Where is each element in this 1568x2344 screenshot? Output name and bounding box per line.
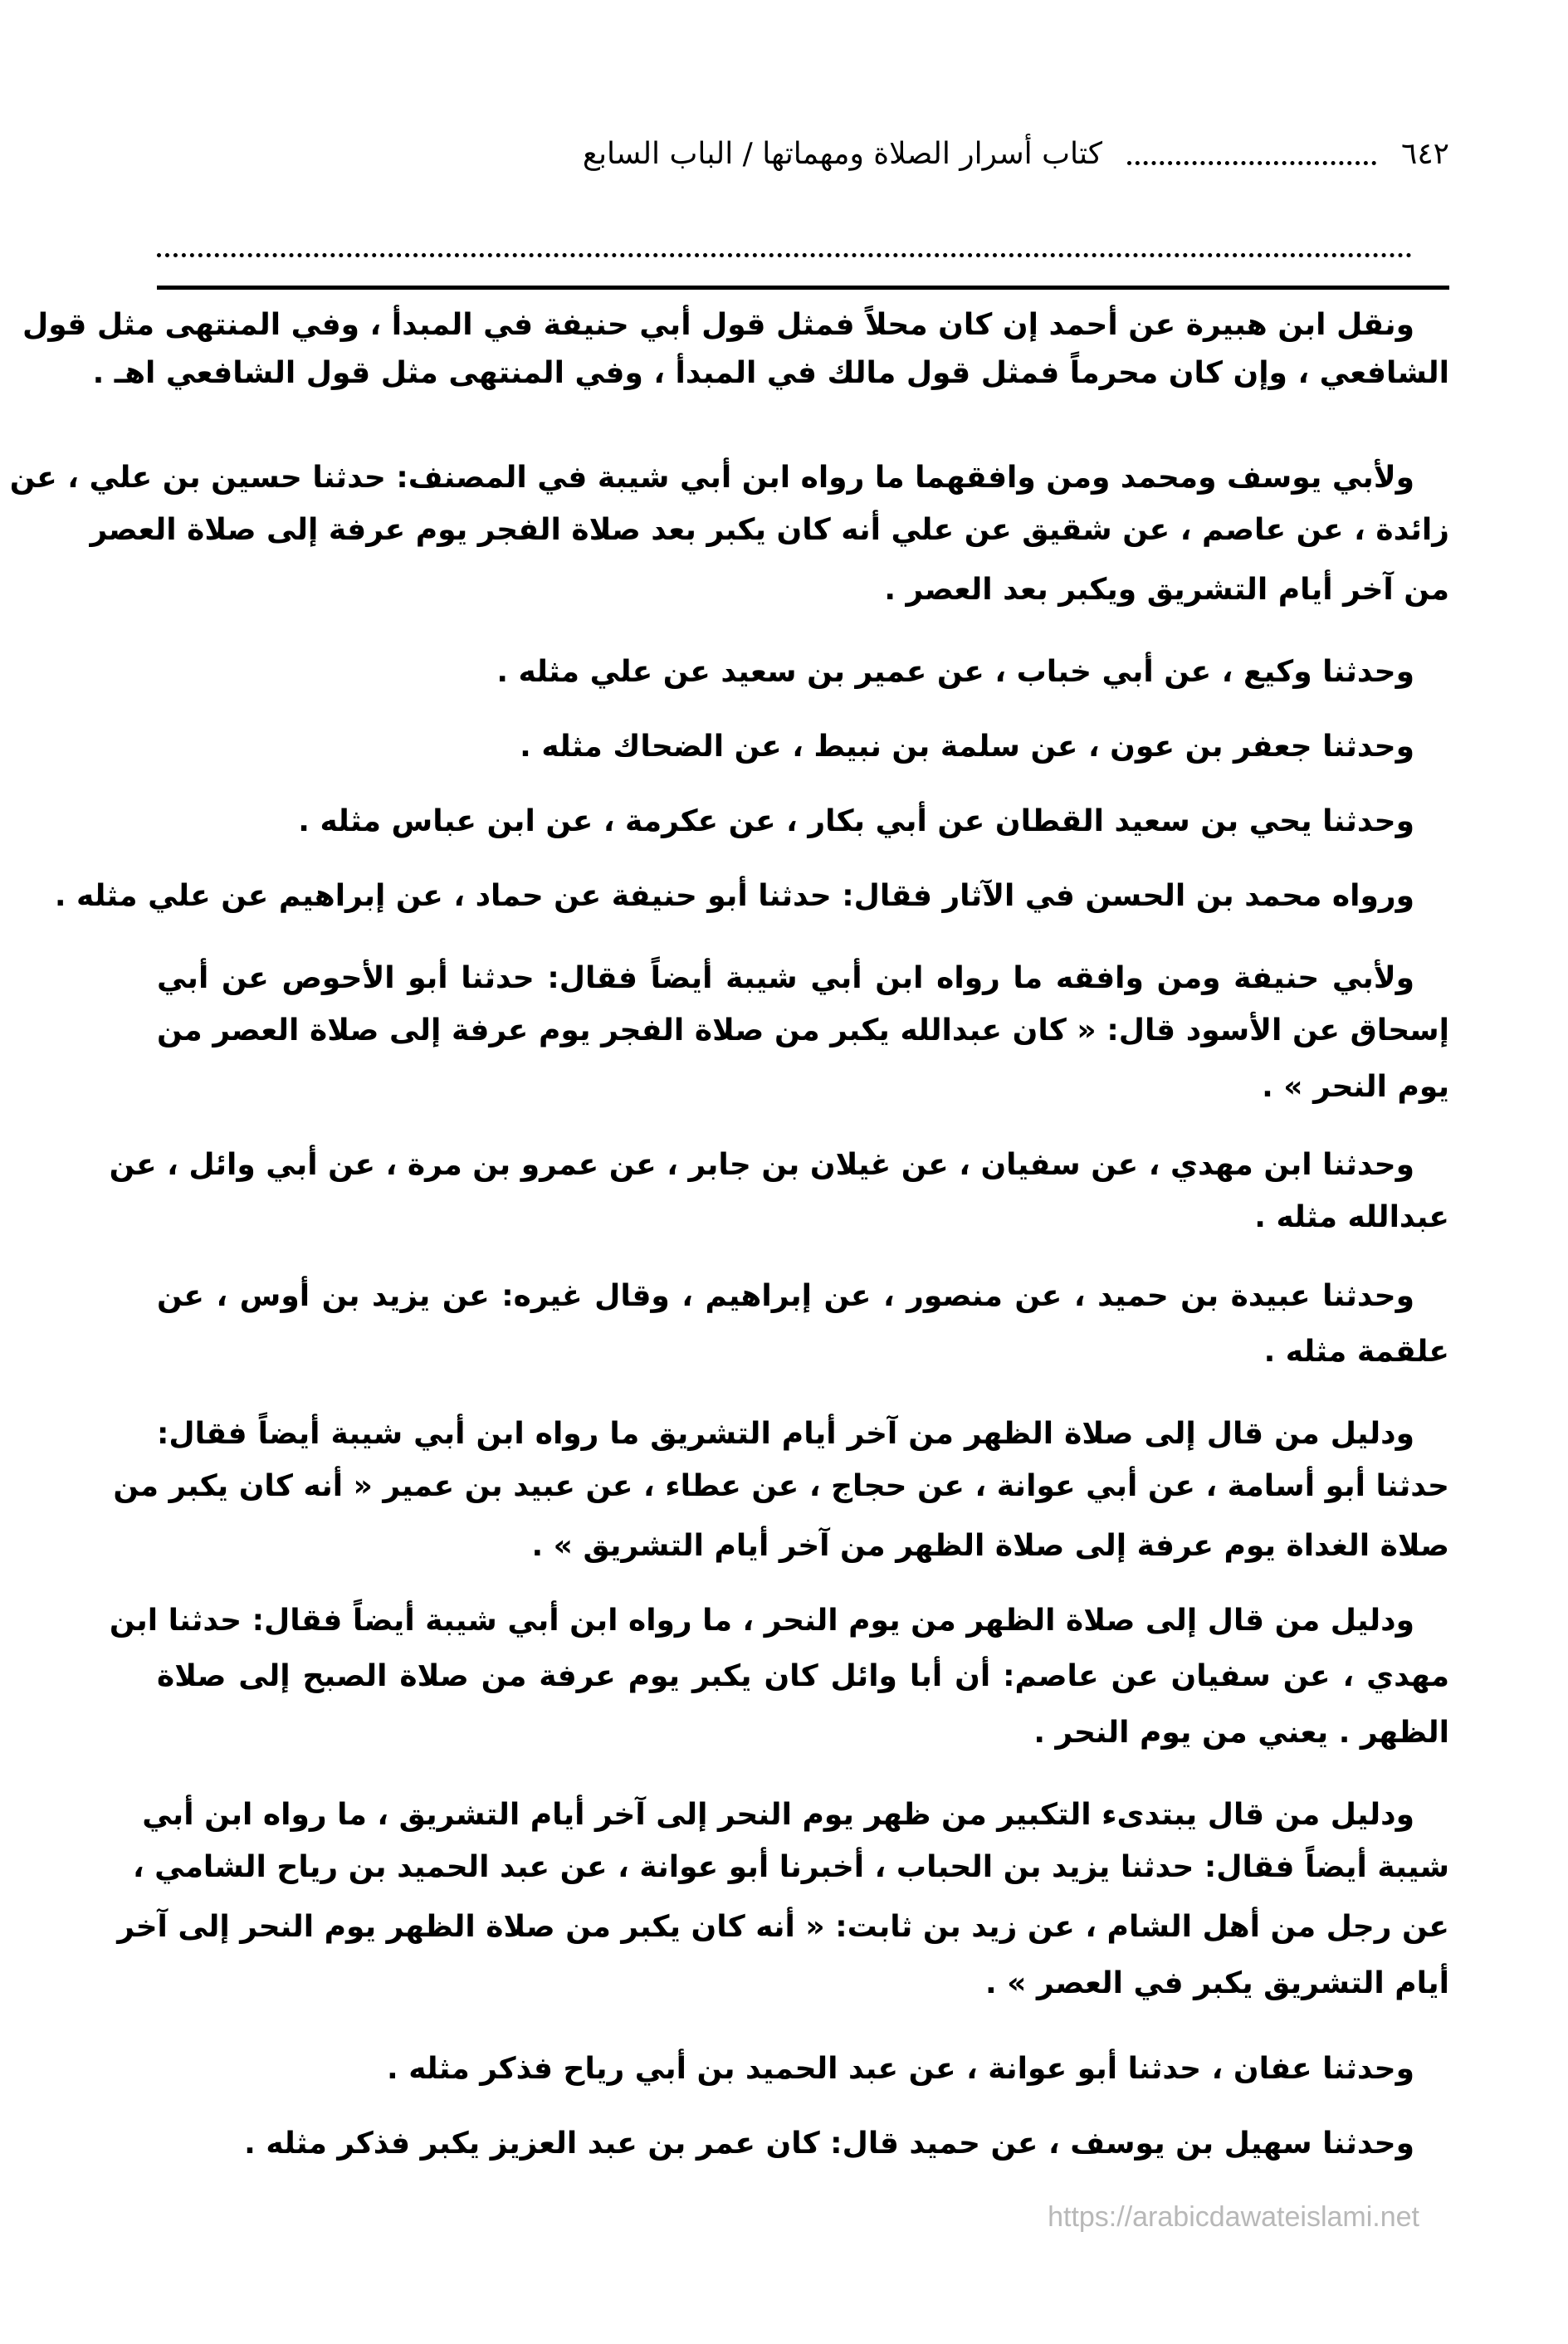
page-number: ٦٤٢ [1400, 136, 1449, 171]
text-line: ونقل ابن هبيرة عن أحمد إن كان محلاً فمثل قول أبي حنيفة في المبدأ ، وفي المنتهى مثل قول [22, 308, 1414, 342]
text-line: من آخر أيام التشريق ويكبر بعد العصر . [884, 573, 1449, 607]
header-leader-dots [1127, 161, 1376, 165]
text-line: وحدثنا عفان ، حدثنا أبو عوانة ، عن عبد الحميد بن أبي رياح فذكر مثله . [387, 2052, 1414, 2086]
text-line: ولأبي حنيفة ومن وافقه ما رواه ابن أبي شيبة أيضاً فقال: حدثنا أبو الأحوص عن أبي [157, 961, 1414, 995]
text-line: ودليل من قال يبتدىء التكبير من ظهر يوم النحر إلى آخر أيام التشريق ، ما رواه ابن أبي [142, 1798, 1414, 1832]
text-line: حدثنا أبو أسامة ، عن أبي عوانة ، عن حجاج ، عن عطاء ، عن عبيد بن عمير « أنه كان يكبر من [113, 1469, 1449, 1503]
text-line: وحدثنا جعفر بن عون ، عن سلمة بن نبيط ، عن الضحاك مثله . [520, 730, 1414, 764]
text-line: أيام التشريق يكبر في العصر » . [984, 1966, 1449, 2000]
text-line: وحدثنا ابن مهدي ، عن سفيان ، عن غيلان بن جابر ، عن عمرو بن مرة ، عن أبي وائل ، عن [109, 1148, 1414, 1182]
running-header [157, 125, 1449, 183]
text-line: الشافعي ، وإن كان محرماً فمثل قول مالك في المبدأ ، وفي المنتهى مثل قول الشافعي اهـ . [92, 356, 1449, 390]
header-title: كتاب أسرار الصلاة ومهماتها / الباب السابع [582, 136, 1102, 171]
dotted-divider [157, 253, 1412, 257]
text-line: شيبة أيضاً فقال: حدثنا يزيد بن الحباب ، أخبرنا أبو عوانة ، عن عبد الحميد بن رياح الشامي ، [132, 1850, 1449, 1884]
text-line: ورواه محمد بن الحسن في الآثار فقال: حدثنا أبو حنيفة عن حماد ، عن إبراهيم عن علي مثله . [54, 879, 1414, 913]
watermark-url: https://arabicdawateislami.net [1048, 2201, 1419, 2233]
text-line: عبدالله مثله . [1254, 1200, 1449, 1234]
text-line: إسحاق عن الأسود قال: « كان عبدالله يكبر من صلاة الفجر يوم عرفة إلى صلاة العصر من [157, 1013, 1449, 1047]
text-line: ولأبي يوسف ومحمد ومن وافقهما ما رواه ابن أبي شيبة في المصنف: حدثنا حسين بن علي ، عن [9, 461, 1414, 495]
text-line: وحدثنا سهيل بن يوسف ، عن حميد قال: كان عمر بن عبد العزيز يكبر فذكر مثله . [244, 2127, 1414, 2161]
header-rule [157, 286, 1449, 290]
text-line: عن رجل من أهل الشام ، عن زيد بن ثابت: « أنه كان يكبر من صلاة الظهر يوم النحر إلى آخر [117, 1910, 1449, 1944]
text-line: وحدثنا يحي بن سعيد القطان عن أبي بكار ، عن عكرمة ، عن ابن عباس مثله . [298, 804, 1414, 838]
text-line: يوم النحر » . [1262, 1070, 1449, 1104]
text-line: مهدي ، عن سفيان عن عاصم: أن أبا وائل كان يكبر يوم عرفة من صلاة الصبح إلى صلاة [157, 1659, 1449, 1693]
text-line: ودليل من قال إلى صلاة الظهر من يوم النحر ، ما رواه ابن أبي شيبة أيضاً فقال: حدثنا ابن [109, 1604, 1414, 1638]
text-line: الظهر . يعني من يوم النحر . [1033, 1716, 1449, 1750]
text-line: صلاة الغداة يوم عرفة إلى صلاة الظهر من آخر أيام التشريق » . [531, 1529, 1449, 1563]
text-line: وحدثنا وكيع ، عن أبي خباب ، عن عمير بن سعيد عن علي مثله . [496, 655, 1414, 689]
text-line: ودليل من قال إلى صلاة الظهر من آخر أيام التشريق ما رواه ابن أبي شيبة أيضاً فقال: [157, 1417, 1414, 1451]
text-line: علقمة مثله . [1263, 1335, 1449, 1369]
text-line: زائدة ، عن عاصم ، عن شقيق عن علي أنه كان يكبر بعد صلاة الفجر يوم عرفة إلى صلاة العصر [90, 513, 1449, 547]
text-line: وحدثنا عبيدة بن حميد ، عن منصور ، عن إبراهيم ، وقال غيره: عن يزيد بن أوس ، عن [157, 1279, 1414, 1313]
